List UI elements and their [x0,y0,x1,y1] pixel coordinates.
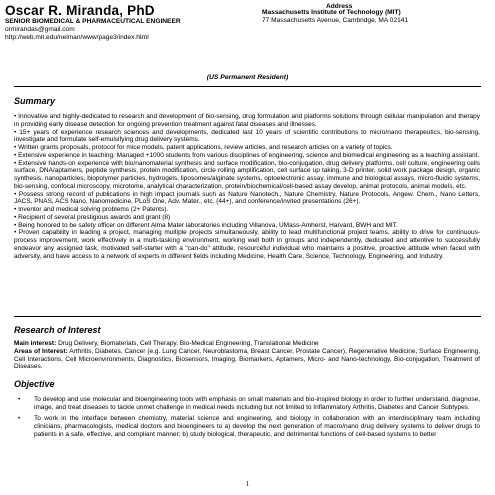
divider [14,86,481,87]
areas-of-interest [14,348,480,371]
street-address: 77 Massachusetts Avenue, Cambridge, MA 02141 [262,17,409,24]
summary-bullet: • Being honored to be safety officer on different Alma Mater laboratories including Villanova, UMass-Amherst, Harvard, BWH and MIT. [14,221,398,229]
main-interest-label: Main interest: [14,340,57,347]
summary-body [14,113,480,260]
bullet-icon: • [18,396,21,403]
objective-text: To develop and use molecular and bioengineering tools with emphasis on small materials and bio-inspired biology in order to further understand, diagnose, image, and treat diseases to tackle unmet challenge in medical needs including but not limited to Inflammatory Arthritis, Diabetes and Cancer Subtypes. [34,396,480,411]
areas-label: Areas of Interest: [14,347,68,355]
summary-bullet: • Written grants proposals, protocol for mice models, patent applications, review articles, and research articles on a variety of topics. [14,144,393,151]
summary-bullet: • 15+ years of experience research sciences and developments, dedicated last 10 years of scientific contributions to micro/nano therapeutics, bio-sensing, investigate and formulate self-emulsifying drug delivery systems. [14,128,480,144]
research-body [14,340,480,371]
website-url[interactable]: http://web.mit.edu/nelman/www/page3/index.html [5,34,149,41]
summary-bullet: • Extensive experience in teaching: Managed +1000 students from various disciplines of engineering, science and biomedical engineering as a teaching assistant. [14,151,480,159]
candidate-name: Oscar R. Miranda, PhD [5,3,155,18]
objective-list [14,396,480,442]
summary-bullet: • Proven capability in leading a project, managing multiple projects simultaneously, ability to lead multifunctional project teams, ability to drive for continuous-process improvement, work effectively in a multi-tasking environment, working well both in groups and independently, dedicated and attentive to successfully endeavor any assigned task, motivated self-starter with a "can-do" attitude, resourceful individual who maintains a positive, proactive attitude when faced with adversity, and have access to a network of experts in different fields including Medicine, Health Care, Science, Technology, Engineering, and Industry. [14,229,480,260]
summary-bullet: • Recipient of several prestigious awards and grant (8) [14,213,171,221]
institution: Massachusetts Institute of Technology (MIT) [262,9,401,16]
address-label: Address [326,3,353,10]
objective-text: To work in the interface between chemistry, material science and engineering, and biology in collaboration with an interdisciplinary team including clinicians, pharmacologists, medical doctors and bioengineers to a) develop the next generation of macro/nano drug delivery systems to deliver drugs to patients in a safe, effective, and compliant manner; b) study biological, therapeutic, and detrimental functions of cell-based systems to better [34,414,480,438]
summary-heading: Summary [14,96,56,106]
job-title: SENIOR BIOMEDICAL & PHARMACEUTICAL ENGINEER [5,18,181,25]
header-contact [5,3,181,42]
research-heading: Research of Interest [14,325,101,335]
email[interactable]: ormirandas@gmail.com [5,26,75,33]
objective-heading: Objective [14,379,55,389]
summary-bullet: • Innovative and highly-dedicated to research and development of bio-sensing, drug formulation and platforms solutions through cellular manipulation and therapy in providing early disease detection for ongoing prevention treatment against fatal diseases and illnesses. [14,113,480,128]
areas-text: Arthritis, Diabetes, Cancer (e.g. Lung Cancer, Neuroblastoma, Breast Cancer, Prostate Cancer), Regenerative Medicine, Surface Engineering, Cell Interactions, Cell Microenvironments, Diagnostics, Biosensors, Imaging, Biomarkers, Aptamers, Micro- and Nano-technology, Bio-conjugation, Treatment of Diseases. [14,347,480,371]
objective-item [14,396,480,412]
summary-bullet: • Possess strong record of publications in high impact journals such as Nature Nanotech., Nature Chemistry, Nature Protocols, Angew. Chem., Nano Letters, JACS, PNAS, ACS Nano, Nanomedicine, PLoS One, Adv. Mater., etc. (44+), and conference/invited presentations (26+). [14,190,480,206]
header-address [262,3,409,25]
bullet-icon: • [18,414,21,422]
residency-status: (US Permanent Resident) [206,74,289,81]
main-interest [14,340,480,348]
page-number: 1 [245,480,250,488]
divider [14,316,481,317]
summary-bullet: • Extensive hands-on experience with bio/nanomaterial synthesis and surface modification, bio-conjugation, drug delivery platforms, cell culture, engineering cells surface, DNA/aptamers, peptide synthesis, protein modification, circle rolling amplification, cell surface up taking, 3-D printer, solid work package design, organic synthesis, nanoparticles, biopolymer particles, hydrogels, liposomes/alginate systems, optoelectronic assay, immune and biological assays, micro-fluidic systems, bio-sensing, confocal microscopy, microtome, analytical characterization, protein/biochemical/cell-based assay develop, animal protocols, animal models, etc. [14,159,480,190]
summary-bullet: • Inventor and medical solving problems (2+ Patents). [14,206,169,213]
objective-item [14,415,480,439]
main-interest-text: Drug Delivery, Biomaterials, Cell Therapy, Bio-Medical Engineering, Translational Medicine [56,340,319,347]
